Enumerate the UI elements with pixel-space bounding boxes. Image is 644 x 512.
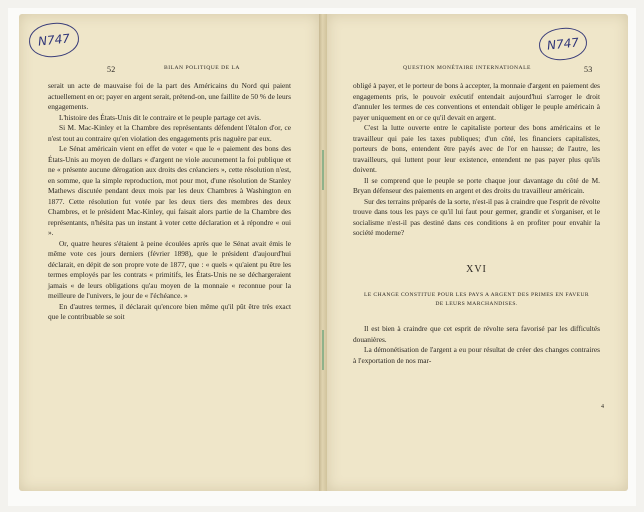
paragraph: La démonétisation de l'argent a eu pour résultat de créer des changes contraires à l'exportation de nos mar- (353, 345, 600, 365)
left-page (19, 14, 319, 491)
body-text (48, 81, 291, 323)
inventory-stamp (537, 26, 588, 63)
paragraph: L'histoire des États-Unis dit le contraire et le peuple partage cet avis. (59, 112, 261, 122)
page-number: 52 (107, 65, 116, 74)
right-page (327, 14, 628, 491)
stamp-text: N747 (37, 31, 71, 49)
inventory-stamp (27, 20, 80, 59)
binding-thread (322, 150, 324, 190)
running-head: QUESTION MONÉTAIRE INTERNATIONALE (403, 65, 531, 71)
signature-mark: 4 (601, 404, 604, 410)
stamp-text: N747 (546, 35, 580, 53)
paragraph: C'est la lutte ouverte entre le capitaliste porteur des bons américains et le travailleur qui paie les taxes publiques; d'un côté, les financiers capitalistes, porteurs de bons, entendent être payés avec de l'or en hausse; de l'autre, les travailleurs, qui luttent pour leur existence, entendent ne pas payer plus qu'ils doivent. (353, 123, 600, 174)
paragraph: Sur des terrains préparés de la sorte, n'est-il pas à craindre que l'esprit de révolte trouve dans tous les pays ce qu'il lui faut pour germer, grandir et s'organiser, et le socialisme n'est-il pas destiné dans ces conditions à en profiter pour envahir la société moderne? (353, 196, 600, 237)
paragraph: Le Sénat américain vient en effet de voter « que le « paiement des bons des États-Unis au moyen de dollars « d'argent ne viole aucunement la foi publique et ne « présente aucune dérogation aux droits des créanciers », cette résolution n'est, en somme, que la simple reproduction, mot pour mot, d'une résolution de Stanley Mathews discutée pendant deux mois par les deux Chambres à Washington en 1877. Cette résolution fut votée par les deux tiers des membres des deux Chambres, et le président Mac-Kinley, qui faisait alors partie de la Chambre des représentants, n'hésita pas un instant à voter cette déclaration et à répondre « oui ». (48, 144, 291, 237)
chapter-title: LE CHANGE CONSTITUE POUR LES PAYS A ARGENT DES PRIMES EN FAVEUR DE LEURS MARCHANDISES. (363, 292, 590, 307)
chapter-number: XVI (466, 263, 487, 275)
body-text (353, 81, 600, 366)
paragraph: Il se comprend que le peuple se porte chaque jour davantage du côté de M. Bryan défenseur des paiements en argent et des droits du travailleur américain. (353, 175, 600, 195)
paragraph: obligé à payer, et le porteur de bons à accepter, la monnaie d'argent en paiement des engagements pris, le pouvoir exécutif entendait aujourd'hui s'arroger le droit d'annuler les termes de ces conventions et entendait obliger le peuple américain à payer uniquement en or ce qu'il devait en argent. (353, 81, 600, 122)
paragraph: Il est bien à craindre que cet esprit de révolte sera favorisé par les difficultés douanières. (353, 324, 600, 344)
running-head: BILAN POLITIQUE DE LA (164, 65, 240, 71)
paragraph: En d'autres termes, il déclarait qu'encore bien même qu'il pût être très exact que le contribuable se soit (48, 301, 291, 321)
binding-thread (322, 330, 324, 370)
paragraph: Si M. Mac-Kinley et la Chambre des représentants défendent l'étalon d'or, ce n'est tout au contraire qu'en violation des engagements pris naguère par eux. (48, 123, 291, 143)
page-number: 53 (584, 65, 593, 74)
paragraph: serait un acte de mauvaise foi de la part des Américains du Nord qui paient actuellement en or; payer en argent serait, prétend-on, une faillite de 50 % de leurs engagements. (48, 81, 291, 111)
paragraph: Or, quatre heures s'étaient à peine écoulées après que le Sénat avait émis le même vote ces jours derniers (février 1898), que le président d'aujourd'hui déclarait, en dépit de son propre vote de 1877, que : « quels « qu'aient pu être les termes employés par les contrats « primitifs, les États-Unis ne se déchargeraient jamais « de leurs obligations qu'au moyen de la monnaie « reconnue pour la meilleure de l'univers, le jour de « l'échéance. » (48, 238, 291, 300)
